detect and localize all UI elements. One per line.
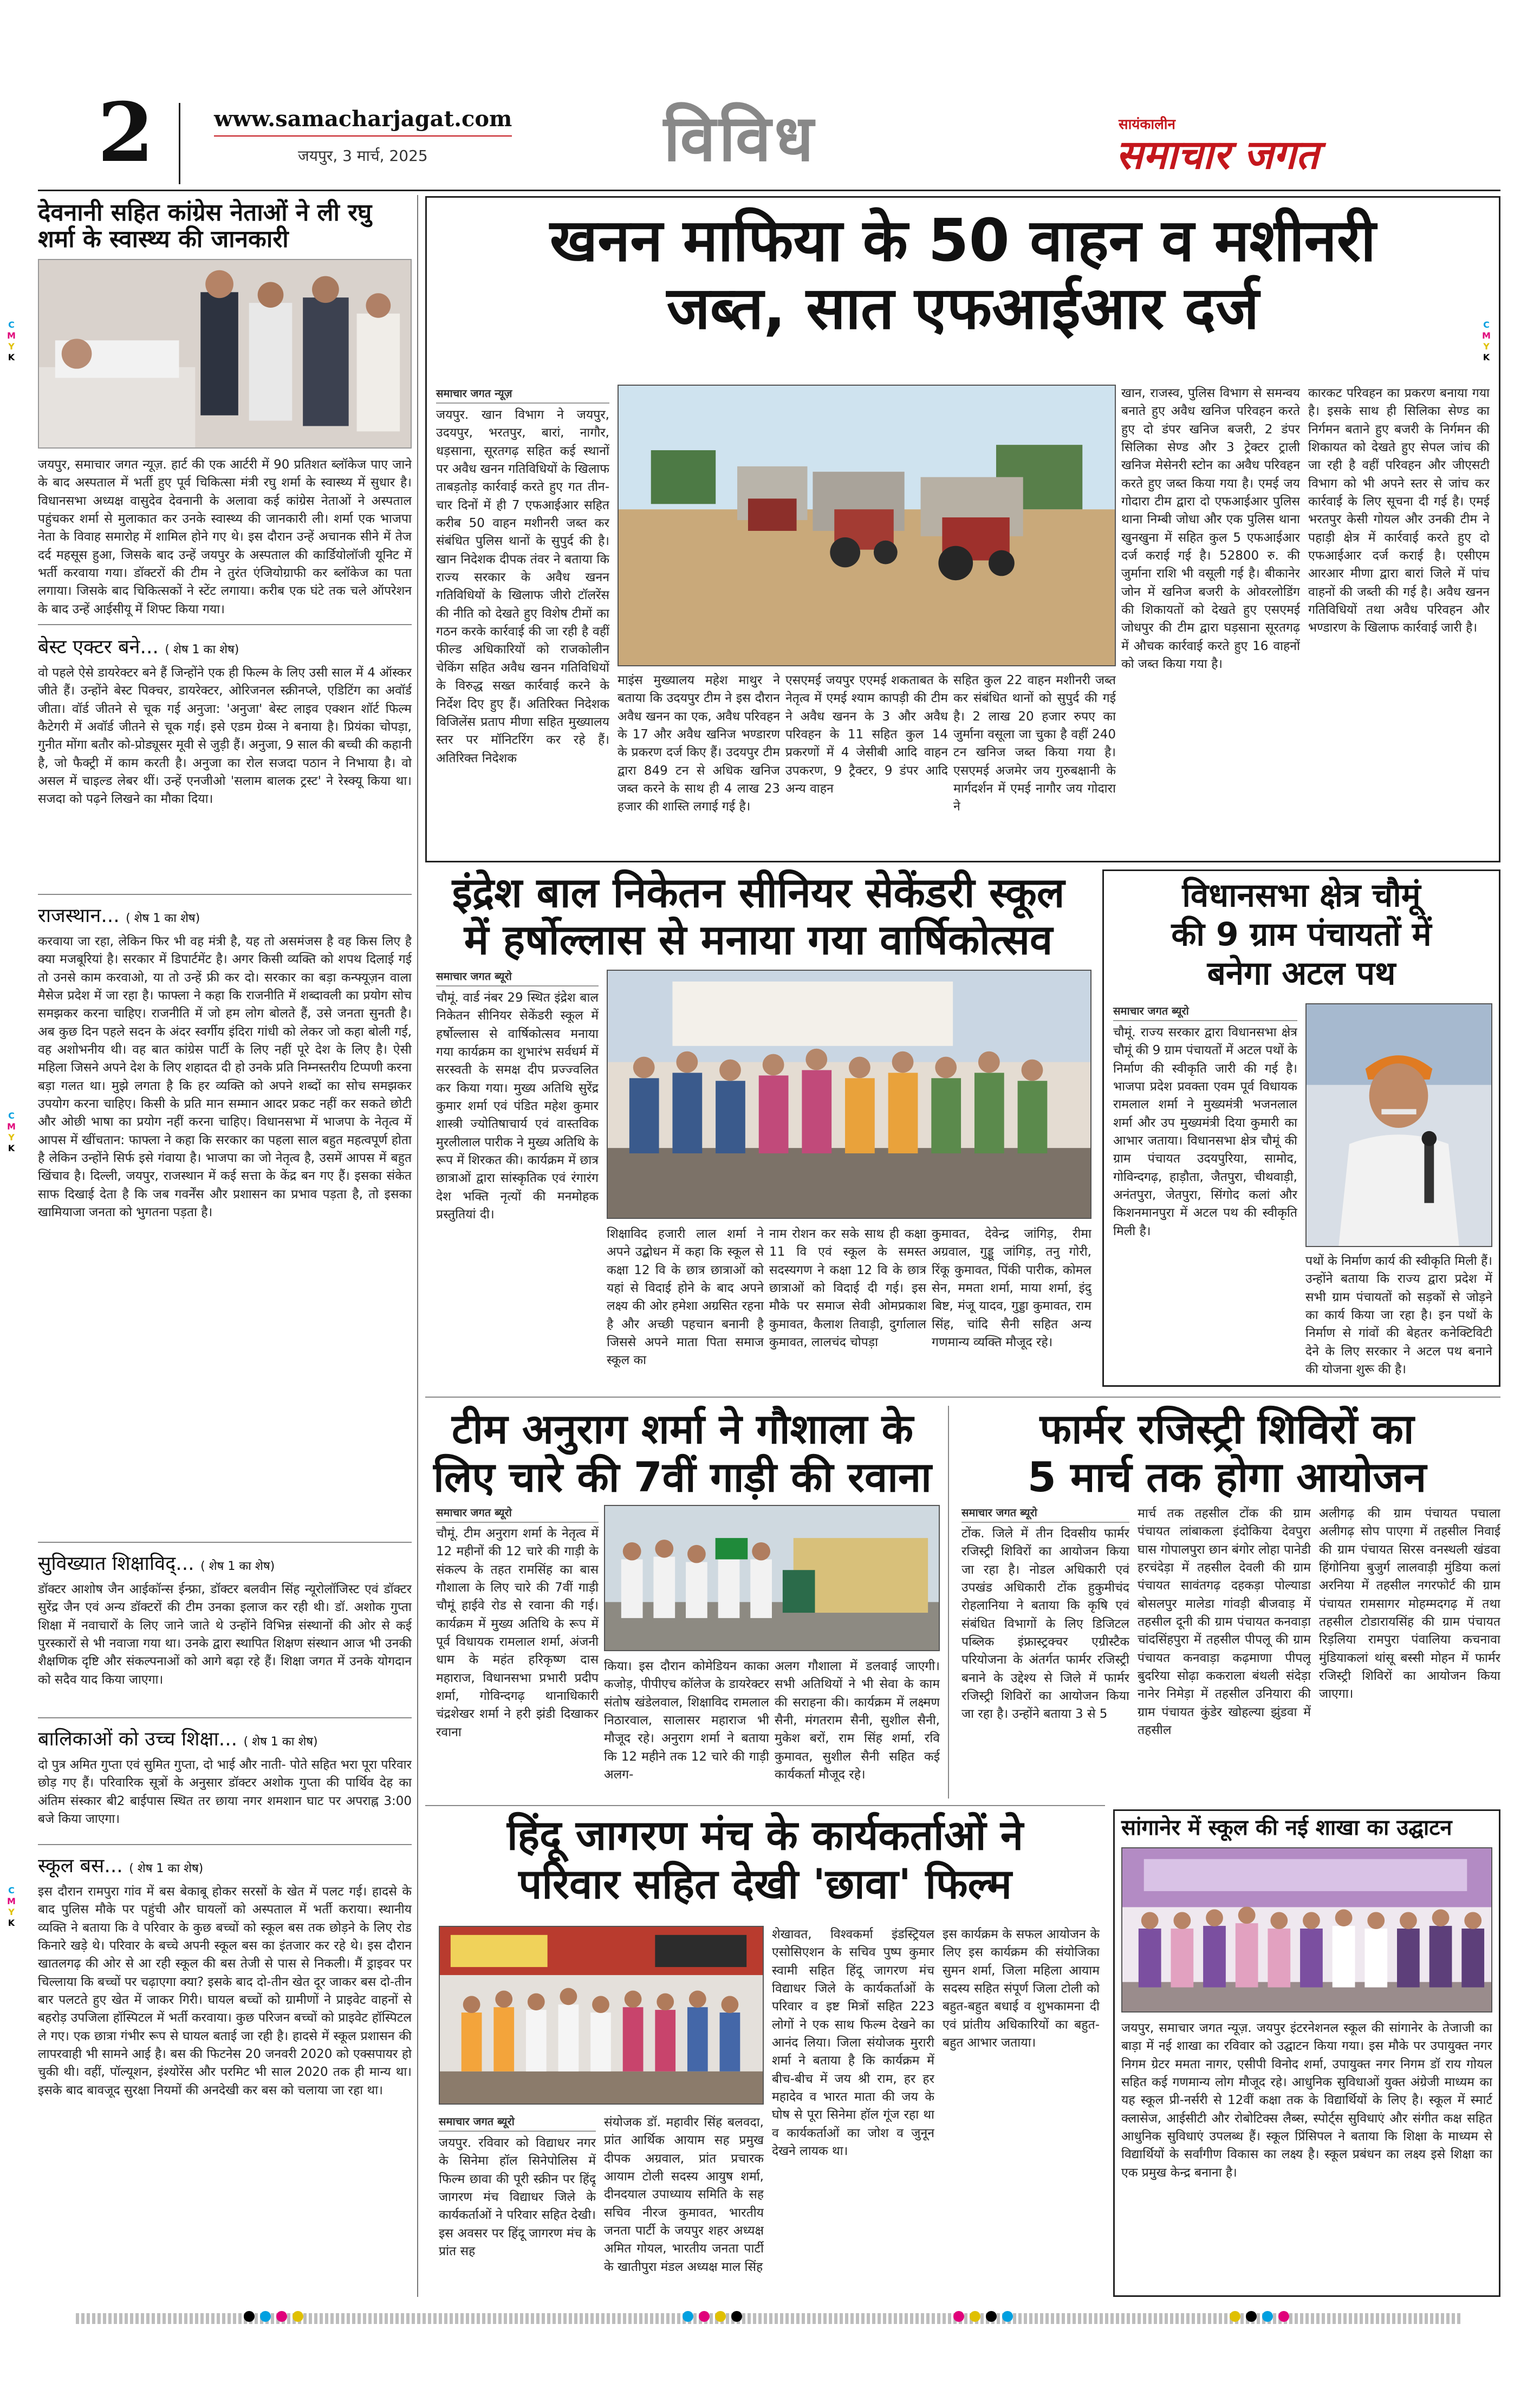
school-function-photo — [607, 970, 1091, 1219]
chhaava-headline-line-2: परिवार सहित देखी 'छावा' फिल्म — [518, 1860, 1012, 1908]
brief-2-body: करवाया जा रहा, लेकिन फिर भी वह मंत्री है, यह तो असमंजस है वह किस लिए है क्या मजबूरियां है। सरकार में डिपार्टमेंट है। अगर किसी व्यक्ति को शपथ दिलाई गई तो उनसे काम करवाओ, या तो उन्हें फ्री कर दो। सरकार का बड़ा कन्फ्यूज़न वाला मैसेज प्रदेश में जा रहा है। फाफ्ला ने कहा कि राजनीति में शब्दावली का प्रयोग सोच समझकर करना चाहिए। राजनीति में जो हम लोग बोलते हैं, उसे जनता सुनती है। अब कुछ दिन पहले सदन के अंदर स्वर्गीय इंदिरा गांधी को लेकर जो कहा बोली गई, वह अशोभनीय थी। वह बात कांग्रेस पार्टी के लिए नहीं पूरे देश के लिए है। ऐसी महिला जिसने अपने देश के लिए शहादत दी हो उनके प्रति निम्नस्तरीय टिप्पणी करना बड़ा गलत था। मुझे लगता है कि हर व्यक्ति को अपने शब्दों का सोच समझकर उपयोग करना चाहिए। किसी के प्रति मान सम्मान आदर प्रकट नहीं कर सकते छोटी और ओछी भाषा का प्रयोग नहीं करना चाहिए। विधानसभा में भाजपा के नेतृत्व में आपस में खींचतान: फाफ्ला ने कहा कि सरकार का पहला साल बहुत महत्वपूर्ण होता है लेकिन उन्होंने सिर्फ इसे गंवाया है। भाजपा का जो नेतृत्व है, उसमें आपस में बहुत खिंचाव है। दिल्ली, जयपुर, राजस्थान में कई सत्ता के केंद्र बन गए हैं। इसका संकेत साफ दिखाई देता है कि जब गवर्नेंस और प्रशासन का प्रभाव पड़ता है, तो इसका खामियाजा जनता को भुगतना पड़ता है। — [38, 934, 412, 1220]
hospital-photo — [38, 259, 412, 449]
lead-col-2: माइंस मुख्यालय महेश माथुर ने बताया कि उदयपुर टीम ने इस दौरान अवैध खनन का एक, अवैध परिवहन के 17 और अवैध खनिज भण्डारण के प्रकरण दर्ज किए हैं। उदयपुर टीम द्वारा 849 टन से अधिक खनिज जब्त करने के साथ ही 4 लाख 23 हजार की शास्ति लगाई गई है। — [618, 673, 780, 814]
chhaava-col-1: जयपुर. रविवार को विद्याधर नगर के सिनेमा हॉल सिनेपोलिस में फिल्म छावा की पूरी स्क्रीन पर हिंदू जागरण मंच विद्याधर जिले के कार्यकर्ताओं ने परिवार सहित देखी। इस अवसर पर हिंदू जागरण मंच के प्रांत सह — [439, 2136, 596, 2259]
cinema-group-photo — [439, 1926, 764, 2105]
brief-5-header — [38, 1852, 412, 1878]
chhaava-col-4: इस कार्यक्रम के सफल आयोजन के लिए इस कार्यक्रम की संयोजिका सुमन शर्मा, जिला महिला आयाम सदस्य सहित संपूर्ण जिला टोली को बहुत-बहुत बधाई व शुभकामना दी एवं प्रांतीय अधिकारियों का बहुत-बहुत आभार जताया। — [943, 1927, 1100, 2050]
school-col-2: शिक्षाविद हजारी लाल शर्मा ने अपने उद्बोधन में कहा कि स्कूल से कक्षा 12 वि के छात्र छात्राओं को यहां से विदाई होने के बाद अपने लक्ष्य की ओर हमेशा अग्रसित रहना है और अच्छी पहचान बनानी है जिससे अपने माता पिता समाज स्कूल का — [607, 1227, 764, 1368]
brief-5-ref: ( शेष 1 का शेष) — [129, 1862, 204, 1875]
brief-4-title: बालिकाओं को उच्च शिक्षा... — [38, 1728, 238, 1750]
brief-3-header — [38, 1549, 412, 1576]
brief-1-header — [38, 633, 412, 659]
brief-5-body: इस दौरान रामपुरा गांव में बस बेकाबू होकर सरसों के खेत में पलट गई। हादसे के बाद पुलिस मौके पर पहुंची और घायलों को अस्पताल में भर्ती कराया। स्थानीय व्यक्ति ने बताया कि वे परिवार के कुछ बच्चों को स्कूल बस तक छोड़ने के लिए रोड किनारे खड़े थे। परिवार के बच्चे अपनी स्कूल बस का इंतजार कर रहे थे। इस दौरान खातलगढ़ की ओर से आ रही स्कूल की बस तेजी से पास से निकली। मैं ड्राइवर पर चिल्लाया कि बच्चों पर चढ़ाएगा क्या? इसके बाद दो-तीन खेत दूर जाकर बस दो-तीन बार पलटते हुए खेत में जाकर गिरी। घायल बच्चों को ग्रामीणों ने प्राइवेट वाहनों से बहरोड़ उपजिला हॉस्पिटल में भर्ती करवाया। कुछ परिजन बच्चों को प्राइवेट हॉस्पिटल ले गए। एक छात्रा गंभीर रूप से घायल बताई जा रही है। हादसे में स्कूल प्रशासन की लापरवाही भी सामने आई है। बस की फिटनेस 20 जनवरी 2020 को एक्सपायर हो चुकी थी। वहीं, पॉल्यूशन, इंश्योरेंस और परमिट भी साल 2020 तक ही मान्य था। इसके बाद बावजूद सुरक्षा नियमों की अनदेखी कर बस को चलाया जा रहा था। — [38, 1885, 412, 2098]
masthead-rule — [38, 190, 1500, 191]
gaushala-headline-line-1: टीम अनुराग शर्मा ने गौशाला के — [452, 1405, 913, 1453]
chaumu-headline-line-3: बनेगा अटल पथ — [1207, 955, 1396, 992]
gaushala-byline: समाचार जगत ब्यूरो — [436, 1505, 599, 1523]
farmer-headline-line-1: फार्मर रजिस्ट्री शिविरों का — [1039, 1405, 1414, 1453]
school-col-1: चौमूं. वार्ड नंबर 29 स्थित इंद्रेश बाल निकेतन सीनियर सेकेंडरी स्कूल में हर्षोल्लास से वार्षिकोत्सव मनाया गया कार्यक्रम का शुभारंभ सर्वधर्म में सरस्वती के समक्ष दीप प्रज्ज्वलित कर किया गया। मुख्य अतिथि सुरेंद्र कुमार शर्मा एवं पंडित महेश कुमार शास्त्री ज्योतिषाचार्य एवं वास्तविक मुरलीलाल पारीक ने मुख्य अतिथि के रूप में शिरकत की। कार्यक्रम में छात्र छात्राओं द्वारा सांस्कृतिक एवं रंगारंग देश भक्ति नृत्यों की मनमोहक प्रस्तुतियां दी। — [436, 991, 599, 1222]
school-headline-line-1: इंद्रेश बाल निकेतन सीनियर सेकेंडरी स्कूल — [452, 868, 1065, 917]
chaumu-headline-line-1: विधानसभा क्षेत्र चौमूं — [1182, 877, 1421, 914]
brief-4-header — [38, 1725, 412, 1751]
color-dots-1 — [244, 2311, 303, 2322]
brief-1-title: बेस्ट एक्टर बने... — [38, 636, 159, 658]
brief-3-body: डॉक्टर आशोष जैन आईकॉन्स ईन्फ्रा, डॉक्टर बलवीन सिंह न्यूरोलॉजिस्ट एवं डॉक्टर सुरेंद्र जैन एवं अन्य डॉक्टरों की टीम उनका इलाज कर रही थी। डॉ. अशोक गुप्ता शिक्षा में नवाचारों के लिए जाने जाते थे उन्होंने विभिन्न संस्थानों की ओर से कई पुरस्कारों से भी नवाजा गया था। उनके द्वारा स्थापित शिक्षण संस्थान आज भी उनकी शैक्षणिक दृष्टि और संकल्पनाओं को आगे बढ़ा रहे हैं। शिक्षा जगत में उनके योगदान को सदैव याद किया जाएगा। — [38, 1582, 412, 1687]
fodder-vehicle-photo — [604, 1505, 940, 1651]
gaushala-col-2: किया। इस दौरान कोमेडियन काका कजोड़, पीपीएच कॉलेज के डायरेक्टर संतोष खंडेलवाल, शिक्षाविद रामलाल निठारवाल, सालासर महाराज भी मौजूद रहे। अनुराग शर्मा ने बताया कि 12 महीने तक 12 चारे की गाड़ी अलग- — [604, 1659, 769, 1782]
brief-divider-4 — [38, 1717, 412, 1718]
chhaava-byline: समाचार जगत ब्यूरो — [439, 2114, 596, 2132]
site-url[interactable]: www.samacharjagat.com — [214, 106, 512, 132]
brief-3-title: सुविख्यात शिक्षाविद्... — [38, 1553, 194, 1575]
sanganer-headline: सांगानेर में स्कूल की नई शाखा का उद्घाटन — [1121, 1815, 1452, 1840]
farmer-col-3: अलीगढ़ की ग्राम पंचायत पचाला अलीगढ़ सोप पाएगा में तहसील निवाई की ग्राम पंचायत सिरस वनस्थली खंडवा हिंगोनिया बुजुर्ग लालवाड़ी मुंडिया कलां अरनिया में तहसील नगरफोर्ट की ग्राम पंचायत रामसागर मोहम्मदगढ़ में तथा तहसील टोडारायसिंह की ग्राम पंचायत रिड़लिया रामपुरा पंवालिया कचनावा मुंडियाकलां थांसू बस्सी मोहन में फार्मर रजिस्ट्री शिविरों का आयोजन किया जाएगा। — [1319, 1507, 1500, 1702]
brief-2-ref: ( शेष 1 का शेष) — [126, 912, 200, 925]
brief-divider-3 — [38, 1542, 412, 1543]
chaumu-byline: समाचार जगत ब्यूरो — [1113, 1003, 1297, 1021]
chhaava-headline-line-1: हिंदू जागरण मंच के कार्यकर्ताओं ने — [506, 1811, 1024, 1859]
section-title: विविध — [664, 101, 817, 176]
school-inauguration-photo — [1121, 1847, 1492, 2013]
registration-mark-left-mid: C M Y K — [7, 1111, 16, 1153]
lead-headline-line-1: खनन माफिया के 50 वाहन व मशीनरी — [550, 207, 1376, 275]
sidebar-lead-headline: देवनानी सहित कांग्रेस नेताओं ने ली रघु शर्मा के स्वास्थ्य की जानकारी — [38, 199, 372, 254]
brief-4-ref: ( शेष 1 का शेष) — [243, 1735, 318, 1749]
registration-mark-left-bottom: C M Y K — [7, 1885, 16, 1928]
mid-divider — [425, 1397, 1500, 1398]
masthead-divider — [179, 103, 180, 184]
chaumu-headline-line-2: की 9 ग्राम पंचायतों में — [1171, 916, 1432, 953]
gaushala-farmer-divider — [948, 1406, 949, 1799]
brief-1-body: वो पहले ऐसे डायरेक्टर बने हैं जिन्होंने एक ही फिल्म के लिए उसी साल में 4 ऑस्कर जीते हैं। उन्होंने बेस्ट पिक्चर, डायरेक्टर, ओरिजनल स्क्रीनप्ले, एडिटिंग का अवॉर्ड जीता। वॉर्ड जीतने से चूक गई अनुजा: 'अनुजा' बेस्ट लाइव एक्शन शॉर्ट फिल्म कैटेगरी में अवॉर्ड जीतने से चूक गई। इसे एडम ग्रेव्स ने बनाया है। प्रियंका चोपड़ा, गुनीत मोंगा बतौर को-प्रोड्यूसर मूवी से जुड़ी हैं। अनुजा, 9 साल की बच्ची की कहानी है, जो फैक्ट्री में काम करती है। अनुजा का रोल सजदा पठान ने निभाया है। वो असल में चाइल्ड लेबर थीं। उन्हें एनजीओ 'सलाम बालक ट्रस्ट' ने रेस्क्यू किया था। सजदा को पढ़ने लिखने का मौका दिया। — [38, 666, 412, 807]
chhaava-col-2: संयोजक डॉ. महावीर सिंह बलवदा, प्रांत आर्थिक आयाम सह प्रमुख दीपक अग्रवाल, प्रांत प्रचारक आयाम टोली सदस्य आयुष शर्मा, दीनदयाल उपाध्याय समिति के सह सचिव नीरज कुमावत, भारतीय जनता पार्टी के जयपुर शहर अध्यक्ष अमित गोयल, भारतीय जनता पार्टी के खातीपुरा मंडल अध्यक्ष माल सिंह — [604, 2115, 764, 2274]
farmer-col-2: मार्च तक तहसील टोंक की ग्राम पंचायत लांबाकला इंदोकिया देवपुरा घास गोपालपुरा छान बंगोर लोहा पानेडी हरचंदेड़ा में तहसील देवली की ग्राम पंचायत सावंतगढ़ दहकड़ा पोल्याडा बोसलपुर मालेडा गांवड़ी बीजवाड़ में तहसील दूनी की ग्राम पंचायत कनवाड़ा चांदसिंहपुरा में तहसील पीपलू की ग्राम पंचायत कनवाड़ा कढ़माणा पीपलू बुदरिया सोढ़ा ककराला बंथली संदेड़ा नानेर निमेड़ा में तहसील उनियारा की ग्राम पंचायत कुंडेर खोहल्या झुंडवा में तहसील — [1138, 1507, 1311, 1738]
page-number: 2 — [98, 85, 154, 180]
gaushala-headline-line-2: लिए चारे की 7वीं गाड़ी की रवाना — [433, 1453, 932, 1501]
chaumu-col-2: पथों के निर्माण कार्य की स्वीकृति मिली हैं। उन्होंने बताया कि राज्य द्वारा प्रदेश में सभी ग्राम पंचायतों को सड़कों से जोड़ने का कार्य किया जा रहा है। इन पथों के निर्माण से गांवों की बेहतर कनेक्टिविटी देने के लिए सरकार ने अटल पथ बनाने की योजना शुरू की है। — [1305, 1254, 1492, 1377]
brief-divider-1 — [38, 624, 412, 625]
school-col-3: नाम रोशन कर सके साथ ही कक्षा 11 वि एवं स्कूल के समस्त सदस्यगण ने कक्षा 12 वि के छात्र छात्राओं को विदाई दी गई। इस मौके पर समाज सेवी ओमप्रकाश कुमावत, कैलाश तिवाड़ी, दुर्गालाल कुमावत, लालचंद चोपड़ा — [769, 1227, 926, 1350]
school-byline: समाचार जगत ब्यूरो — [436, 969, 599, 986]
brief-2-header — [38, 901, 412, 928]
lead-col-6: कारकट परिवहन का प्रकरण बनाया गया है। इसके साथ ही सिलिका सेण्ड का निर्गमन बताने हुए बजरी के निर्गमन की शिकायत को देखते हुए सेपल जांच की जा रही है वहीं परिवहन और जीएसटी विभाग को भी अपने स्तर से जांच कर कार्रवाई के लिए सूचना दी गई है। एमई भरतपुर केसी गोयल और उनकी टीम ने पहाड़ी क्षेत्र में कार्रवाई करते हुए दो एफआईआर दर्ज कराई है। एसीएम आरआर मीणा द्वारा बारां जिले में पांच वाहनों की जब्ती की गई है। अवैध खनन गतिविधियों तथा अवैध परिवहन और भण्डारण के खिलाफ कार्रवाई जारी है। — [1308, 386, 1490, 635]
brief-divider-5 — [38, 1844, 412, 1845]
sanganer-body: जयपुर, समाचार जगत न्यूज़. जयपुर इंटरनेशनल स्कूल की सांगानेर के तेजाजी का बाड़ा में नई शाखा का रविवार को उद्घाटन किया गया। इस मौके पर उपायुक्त नगर निगम ग्रेटर ममता नागर, एसीपी विनोद शर्मा, उपायुक्त नगर निगम डॉ राय गोयल सहित कई गणमान्य लोग मौजूद रहे। आधुनिक सुविधाओं युक्त अंग्रेजी माध्यम का यह स्कूल प्री-नर्सरी से 12वीं कक्षा तक के विद्यार्थियों के लिए है। स्कूल में स्मार्ट क्लासेज, आईसीटी और रोबोटिक्स लैब्स, स्पोर्ट्स सुविधाएं और संगीत कक्ष सहित आधुनिक सुविधाएं उपलब्ध हैं। स्कूल प्रिंसिपल ने बताया कि शिक्षा के माध्यम से विद्यार्थियों के सर्वांगीण विकास का लक्ष्य है। स्कूल प्रबंधन का लक्ष्य इसे शिक्षा का एक प्रमुख केन्द्र बनाना है। — [1121, 2021, 1492, 2180]
school-headline-line-2: में हर्षोल्लास से मनाया गया वार्षिकोत्सव — [464, 916, 1053, 964]
edition-date: जयपुर, 3 मार्च, 2025 — [298, 147, 428, 165]
lead-col-3: एसएमई जयपुर एएमई शकताबत के नेतृत्व में एमई श्याम कापड़ी की टीम ने अवैध खनन के 3 और अवैध परिवहन के 11 सहित कुल 14 प्रकरणों में 4 जेसीबी आदि वाहन उपकरण, 9 ट्रैक्टर, 9 डंपर आदि अन्य वाहन — [785, 673, 948, 796]
farmer-headline-line-2: 5 मार्च तक होगा आयोजन — [1027, 1453, 1427, 1501]
brand-logo: समाचार जगत — [1116, 132, 1319, 178]
brief-4-body: दो पुत्र अमित गुप्ता एवं सुमित गुप्ता, दो भाई और नाती- पोते सहित भरा पूरा परिवार छोड़ गए हैं। परिवारिक सूत्रों के अनुसार डॉक्टर अशोक गुप्ता की पार्थिव देह का अंतिम संस्कार बी2 बाईपास स्थित तर छाया नगर शमशान घाट पर अपराह्न 3:00 बजे किया जाएगा। — [38, 1758, 412, 1827]
brief-2-title: राजस्थान... — [38, 905, 120, 927]
color-dots-4 — [1230, 2311, 1289, 2322]
brief-1-ref: ( शेष 1 का शेष) — [165, 643, 239, 657]
brief-5-title: स्कूल बस... — [38, 1855, 123, 1877]
brief-divider-2 — [38, 894, 412, 895]
url-underline — [214, 135, 512, 137]
color-dots-2 — [683, 2311, 742, 2322]
gaushala-col-1: चौमूं. टीम अनुराग शर्मा के नेतृत्व में 12 महीनों की 12 चारे की गाड़ी के संकल्प के तहत रामसिंह का बास गौशाला के लिए चारे की 7वीं गाड़ी चौमूं हाईवे रोड से रवाना की गई। कार्यक्रम में मुख्य अतिथि के रूप में पूर्व विधायक रामलाल शर्मा, अंजनी धाम के महंत हरिकृष्ण दास महाराज, विधानसभा प्रभारी प्रदीप शर्मा, गोविन्दगढ़ थानाधिकारी चंद्रशेखर शर्मा ने हरी झंडी दिखाकर रवाना — [436, 1527, 599, 1739]
school-col-4: कुमावत, देवेन्द्र जांगिड़, रीमा अग्रवाल, गुड्डू जांगिड़, तनु गोरी, रिंकू कुमावत, पिंकी पारीक, कोमल सेन, ममता शर्मा, माया शर्मा, इंदु बिष्ट, मंजू यादव, गुड्डा कुमावत, राम सिंह, चांदि सैनी सहित अन्य गणमान्य व्यक्ति मौजूद रहे। — [932, 1227, 1091, 1350]
sidebar-divider — [417, 195, 418, 2297]
gaushala-col-3: अलग गौशाला में डलवाई जाएगी। सभी अतिथियों ने भी सेवा के काम की सराहना की। कार्यक्रम में लक्ष्मण सैनी, मंगतराम सैनी, सुशील सैनी, मुकेश बरों, राम सिंह शर्मा, रवि कुमावत, सुशील सैनी सहित कई कार्यकर्ता मौजूद रहे। — [775, 1659, 940, 1782]
registration-mark-right-top: C M Y K — [1482, 320, 1491, 362]
lower-divider — [425, 1805, 1105, 1806]
lead-col-5: खान, राजस्व, पुलिस विभाग से समन्वय बनाते हुए अवैध खनिज परिवहन करते हुए दो डंपर खनिज बजरी, 2 डंपर सिलिका सेण्ड और 3 ट्रेक्टर ट्राली खनिज मेसेनरी स्टोन का अवैध परिवहन करते हुए जब्त किया गया है। एमई जय गोदारा टीम द्वारा दो एफआईआर पुलिस थाना निम्बी जोधा और एक पुलिस थाना खुनखुना में सहित कुल 5 एफआईआर दर्ज कराई गई है। 52800 रु. की जुर्माना राशि भी वसूली गई है। बीकानेर जोन में खनिज बजरी के ओवरलोडिंग की शिकायतों को देखते हुए एसएमई जोधपुर की टीम द्वारा घड़साना सूरतगढ़ में औचक कार्रवाई करते हुए 16 वाहनों को जब्त किया गया है। — [1121, 386, 1300, 672]
brand-tagline: सायंकालीन — [1119, 116, 1175, 133]
farmer-byline: समाचार जगत ब्यूरो — [961, 1505, 1129, 1523]
chhaava-col-3: शेखावत, विश्वकर्मा इंडस्ट्रियल एसोसिएशन के सचिव पुष्प कुमार स्वामी सहित हिंदू जागरण मंच विद्याधर जिले के कार्यकर्ताओं के परिवार व इष्ट मित्रों सहित 223 लोगों ने एक साथ फिल्म देखने का आनंद लिया। जिला संयोजक मुरारी शर्मा ने बताया है कि कार्यक्रम में बीच-बीच में जय श्री राम, हर हर महादेव व भारत माता की जय के घोष से पूरा सिनेमा हॉल गूंज रहा था व कार्यकर्ताओं का जोश व जुनून देखने लायक था। — [772, 1927, 934, 2159]
chaumu-col-1: चौमूं. राज्य सरकार द्वारा विधानसभा क्षेत्र चौमूं की 9 ग्राम पंचायतों में अटल पथों के निर्माण की स्वीकृति जारी की गई है। भाजपा प्रदेश प्रवक्ता एवम पूर्व विधायक रामलाल शर्मा ने मुख्यमंत्री भजनलाल शर्मा और उप मुख्यमंत्री दिया कुमारी का आभार जताया। विधानसभा क्षेत्र चौमूं की ग्राम पंचायत उदयपुरिया, सामोद, गोविन्दगढ़, हाड़ौता, जैतपुरा, चीथवाड़ी, अनंतपुरा, जेतपुरा, सिंगोद कलां और किशनमानपुरा में अटल पथ की स्वीकृति मिली है। — [1113, 1025, 1297, 1238]
lead-headline-line-2: जब्त, सात एफआईआर दर्ज — [666, 275, 1259, 342]
registration-mark-left-top: C M Y K — [7, 320, 16, 362]
lead-col-4: सहित कुल 22 वाहन मशीनरी जब्त कर संबंधित थानों को सुपुर्द की गई है। 2 लाख 20 हजार रुपए का जुर्माना वसूला जा चुका है वहीं 240 टन खनिज जब्त किया गया है। एसएमई अजमेर जय गुरुबक्षानी के मार्गदर्शन में एमई नागौर जय गोदारा ने — [953, 673, 1116, 814]
sidebar-lead-body: जयपुर, समाचार जगत न्यूज़. हार्ट की एक आर्टरी में 90 प्रतिशत ब्लॉकेज पाए जाने के बाद अस्पताल में भर्ती हुए पूर्व चिकित्सा मंत्री रघु शर्मा के स्वास्थ्य में सुधार है। विधानसभा अध्यक्ष वासुदेव देवनानी के अलावा कई कांग्रेस नेताओं ने अस्पताल पहुंचकर शर्मा से मुलाकात कर उनके स्वास्थ्य की जानकारी ली। शर्मा एक भाजपा नेता के विवाह समारोह में शामिल होने गए थे। इस दौरान उन्हें अचानक सीने में तेज दर्द महसूस हुआ, जिसके बाद उन्हें जयपुर के अस्पताल की कार्डियोलॉजी यूनिट में भर्ती करवाया गया। डॉक्टरों की टीम ने तुरंत एंजियोग्राफी कर ब्लॉकेज का पता लगाया। जिसके बाद चिकित्सकों ने स्टेंट लगाया। करीब एक घंटे तक चले ऑपरेशन के बाद उन्हें आईसीयू में शिफ्ट किया गया। — [38, 458, 412, 616]
mining-seizure-photo — [618, 385, 1116, 666]
politician-photo — [1305, 1003, 1492, 1247]
lead-col-1: जयपुर. खान विभाग ने जयपुर, उदयपुर, भरतपुर, बारां, नागौर, धड़साना, सूरतगढ़ सहित कई स्थानों पर अवैध खनन गतिविधियों के खिलाफ ताबड़तोड़ कार्रवाई करते हुए गत तीन-चार दिनों में ही 7 एफआईआर सहित करीब 50 वाहन मशीनरी जब्त कर संबंधित पुलिस थानों के सुपुर्द की है। खान निदेशक दीपक तंवर ने बताया कि राज्य सरकार के अवैध खनन गतिविधियों के खिलाफ जीरो टॉलरेंस की नीति को देखते हुए विशेष टीमों का गठन करके कार्रवाई की जा रही है वहीं फील्ड अधिकारियों को राजकोलीन चेकिंग सहित अवैध खनन गतिविधियों के विरुद्ध सख्त कार्रवाई करने के निर्देश दिए हुए हैं। अतिरिक्त निदेशक विजिलेंस प्रताप मीणा सहित मुख्यालय स्तर पर मॉनिटरिंग कर रहे हैं। अतिरिक्त निदेशक — [436, 408, 609, 765]
lead-byline: समाचार जगत न्यूज़ — [436, 386, 609, 404]
brief-3-ref: ( शेष 1 का शेष) — [200, 1560, 275, 1573]
color-dots-3 — [953, 2311, 1013, 2322]
farmer-col-1: टोंक. जिले में तीन दिवसीय फार्मर रजिस्ट्री शिविरों का आयोजन किया जा रहा है। नोडल अधिकारी एवं उपखंड अधिकारी टोंक हुकुमीचंद रोहलानिया ने बताया कि कृषि एवं संबंधित विभागों के लिए डिजिटल पब्लिक इंफ्रास्ट्रक्चर एग्रीस्टैक परियोजना के अंतर्गत फार्मर रजिस्ट्री बनाने के उद्देश्य से जिले में फार्मर रजिस्ट्री शिविरों का आयोजन किया जा रहा है। उन्होंने बताया 3 से 5 — [961, 1527, 1129, 1722]
